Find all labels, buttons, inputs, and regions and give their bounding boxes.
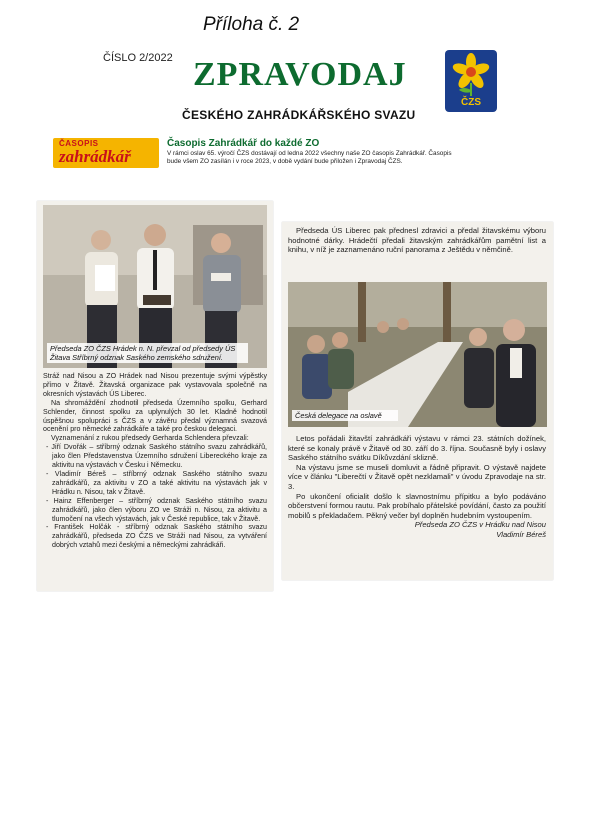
logo-text: ČZS [461, 97, 481, 108]
right-article-clipping [282, 222, 553, 580]
signature-role: Předseda ZO ČZS v Hrádku nad Nisou [414, 520, 546, 530]
newsletter-subtitle: ČESKÉHO ZAHRÁDKÁŘSKÉHO SVAZU [182, 108, 416, 122]
right-article-intro [288, 226, 546, 255]
signature-name: Vladimír Béreš [496, 529, 546, 539]
casopis-banner [53, 136, 452, 172]
czs-logo [445, 50, 497, 112]
newsletter-title: ZPRAVODAJ [193, 56, 407, 93]
newsletter-header [55, 8, 502, 173]
right-article-text [288, 434, 546, 540]
delegation-photo-image [288, 282, 547, 427]
right-paragraph: Na výstavu jsme se museli domluvit a řádně připravit. O výstavě najdete více v článku "Liberečtí v Žitavě opět nezklamali" v úvodu Zpravodaje na str. 3. [288, 462, 546, 491]
award-list-item: - František Holčák - stříbrný odznak Saského státního svazu zahrádkářů, předseda ZO ČZS ve Stráži nad Nisou, za vytváření dobrých vztahů mezi českými a německými zahrádkáři. [46, 523, 267, 550]
award-list-item: - Hainz Effenberger – stříbrný odznak Saského státního svazu zahrádkářů, jako člen výboru ZO ve Stráži n. Nisou, za aktivitu a tlumočení na všech výstavách, jak v České republice, tak v Žitavě. [46, 496, 267, 523]
casopis-info [167, 138, 457, 166]
award-photo-caption: Předseda ZO ČZS Hrádek n. N. převzal od předsedy ÚS Žitava Stříbrný odznak Saského zemského sdružení. [47, 343, 248, 363]
casopis-body: V rámci oslav 65. výročí ČZS dostávají od ledna 2022 všechny naše ZO časopis Zahrádkář. Časopis bude všem ZO zasílán i v roce 2023, v době vydání bude přiložen i Zpravodaj ČZS. [167, 150, 452, 165]
right-paragraph: Po ukončení oficialit došlo k slavnostnímu přípitku a bylo podáváno občerstvení formou rautu. Pak probíhalo přátelské povídání, často za použití mobilů s překladačem. Pěkný večer byl doplněn hudebním vystoupením. [288, 491, 546, 520]
appendix-label: Příloha č. 2 [203, 14, 300, 35]
flower-icon [445, 50, 497, 98]
left-article-text [43, 372, 267, 550]
award-list-item: - Vladimír Béreš – stříbrný odznak Saského státního svazu zahrádkářů, za aktivitu v ZO a také aktivitu na výstavách jak v Hrádku n. Nisou, tak v Žitavě. [46, 469, 267, 496]
left-paragraph: Stráž nad Nisou a ZO Hrádek nad Nisou prezentuje svými výpěstky přímo v Žitavě. Žitavská organizace pak vystavovala společně na okresních výstavách ÚS Liberec. [43, 372, 267, 398]
zahradkar-logo-top: ČASOPIS [59, 139, 99, 148]
issue-number: ČÍSLO 2/2022 [103, 52, 173, 64]
award-photo [43, 205, 267, 368]
delegation-photo [288, 282, 547, 427]
delegation-photo-caption: Česká delegace na oslavě [292, 410, 398, 421]
zahradkar-logo-name: zahrádkář [59, 147, 131, 166]
award-list-item: - Jiří Dvořák – stříbrný odznak Saského státního svazu zahrádkářů, jako člen Představenstva Územního sdružení Libereckého kraje za aktivitu na výstavách v Česku i Německu. [46, 443, 267, 470]
left-paragraph: Na shromáždění zhodnotil předseda Územního spolku, Gerhard Schlender, činnost spolku za uplynulých 30 let. Kladně hodnotil úspěšnou spolupráci s ČZS a v závěru předal významná svazová ocenění pro německé zahrádkáře a také pro českou delegaci. [43, 398, 267, 434]
casopis-headline: Časopis Zahrádkář do každé ZO [167, 138, 320, 149]
left-article-clipping [37, 201, 273, 591]
zahradkar-logo [53, 138, 159, 168]
right-paragraph: Předseda ÚS Liberec pak přednesl zdravici a předal žitavskému výboru hodnotné dárky. Hrádečtí předali žitavským zahrádkářům pamětní list a knihu, v níž je zaznamenáno ruční panorama z Ještědu v němčině. [288, 226, 546, 255]
right-paragraph: Letos pořádali žitavští zahrádkáři výstavu v rámci 23. státních dožínek, které se konaly právě v Žitavě od 30. září do 3. října. Současně byly i oslavy Saského státního svátku Díkůvzdání sklizně. [288, 434, 546, 463]
left-paragraph: Vyznamenání z rukou předsedy Gerharda Schlendera převzali: [51, 434, 249, 443]
